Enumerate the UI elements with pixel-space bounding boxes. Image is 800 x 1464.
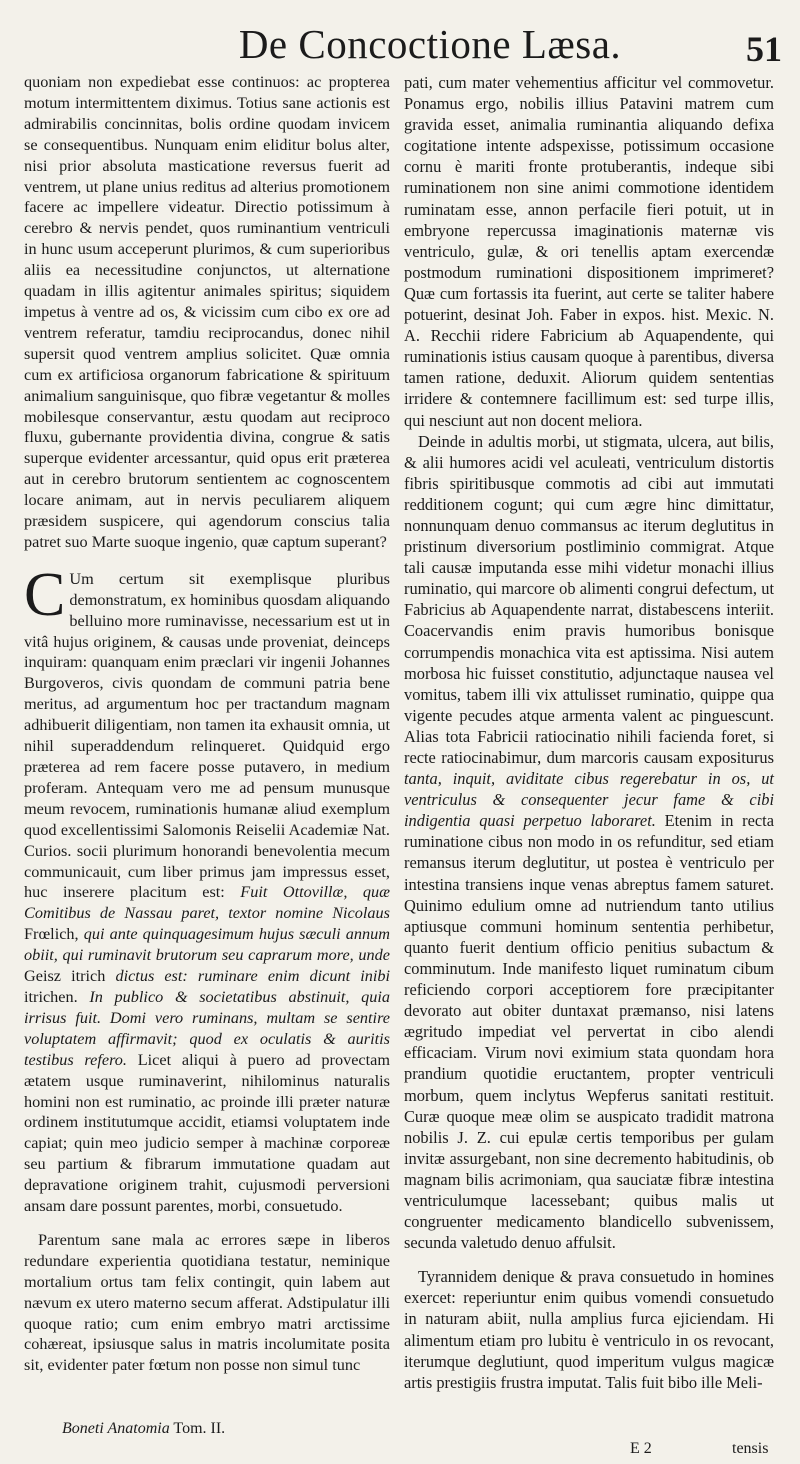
quote-italic-2: qui ante quinquagesimum hujus sæculi annum obiit, qui ruminavit brutorum seu caprarum more, unde: [24, 925, 390, 965]
footer-volume: Tom. II.: [173, 1420, 226, 1437]
right-paragraph-2-text-a: Deinde in adultis morbi, ut stigmata, ulcera, aut bilis, & alii humores acidi vel aculeati, ventriculum distortis fibris spiritibusque commotis ad cibi aut immutati redditionem cogunt; qui cum ægre hinc dimittatur, nonnunquam denuo commansus ac iterum deglutitus in pristinum diversorium postliminio commigrat. Atque tali causæ imputanda esse mihi videtur monachi illius ruminatio, qui marcore ob alimenti congrui defectum, ut Fabricius ab Aquapendente narrat, distabescens interiit. Coacervandis enim pravis humoribus bonisque corrumpendis monachica vita est aptissima. Nisi autem morbosa hic fuisset constitutio, adjunctaque nausea vel vomitus, tabem illi vix attulisset ruminatio, quippe qua vigente pecudes atque armenta valent ac pinguescunt. Alias tota Fabricii ratiocinatio nihili facienda foret, si recte ratiocinabimur, dum marcoris causam expositurus: [404, 431, 774, 767]
left-paragraph-2-text-e: Licet aliqui à puero ad provectam ætatem usque ruminaverint, nihilominus naturalis homini non est ruminatio, ac proinde illi præter naturæ ordinem institutumque accidit, etiamsi voluptatem inde capiat; quin meo judicio semper à machinæ corporeæ seu partium & fibrarum immutatione quadam aut depravatione originem trahit, cujusmodi perversioni ansam dare possunt parentes, morbi, consuetudo.: [24, 1050, 390, 1216]
left-paragraph-2-text-c: Geisz itrich: [24, 967, 106, 986]
left-paragraph-2: [24, 560, 391, 1217]
left-paragraph-3: Parentum sane mala ac errores sæpe in liberos redundare experientia quotidiana testatur, neminique mortalium ortus tam felix contingit, quin labem aut nævum ex utero materno secum afferat. Adstipulatur illi quoque ratio; cum enim embryo matri arctissime cohæreat, ipsiusque salus in matris incolumitate posita sit, evidenter pater fœtum non posse non simul tunc: [24, 1230, 390, 1375]
footer-source-line: [62, 1420, 225, 1438]
left-paragraph-2-text-d: itrichen.: [24, 987, 78, 1006]
catchword: tensis: [732, 1440, 769, 1457]
fabricius-quote-italic: tanta, inquit, aviditate cibus regerebatur in os, ut ventriculus & consequenter jecur fame & cibi indigentia quasi perpetuo laboraret.: [404, 769, 774, 831]
left-paragraph-1: quoniam non expediebat esse continuos: ac propterea motum intermittentem diximus. Totius sane actionis est admirabilis concinnitas, bolis ordine quodam invicem se consequentibus. Nunquam enim eliditur bolus alter, nisi prior absoluta masticatione reversus fuerit ad ventrem, ut plane unius reditus ad alterius promotionem facere ac impellere videatur. Directio potissimum à cerebro & nervis pendet, quos ruminantium ventriculi in hunc usum acceperunt plurimos, & cum superioribus aliis ea necessitudine conjunctos, ut alternatione quadam in illis agitentur animales spiritus; siquidem impetus à ventre ad os, & vicissim cum cibo ex ore ad ventrem referatur, tamdiu reciprocandus, donec nihil supersit quod ventrem amplius solicitet. Quæ omnia cum ex artificiosa organorum fabricatione & spirituum animalium sanguinisque, quo fibræ vegetantur & molles mobilesque conservantur, æstu quodam aut reciproco fluxu, gubernante providentia divina, congrue & satis superque evidenter arcessantur, quid opus erit præterea aut in cerebro brutorum sentientem ac cognoscentem locare animam, aut in nervis peculiarem aliquem præsidem suspicere, qui agendorum conscius talia patret suo Marte suoque ingenio, quæ captum superant?: [24, 73, 391, 551]
right-paragraph-2-text-b: Etenim in recta ruminatione cibus non modo in os refunditur, sed etiam remansus iterum deglutitur, ut postea è ventriculo per intestina transiens inque venas abreptus famem saturet. Quinimo edulium omne ad nutriendum tanto utilius aptiusque communi hominum sententia perhibetur, quanto fuerit dentium officio penitius subactum & comminutum. Inde manifesto liquet ruminatum cibum reficiendo corpori acceptiorem fore præcipitanter devorato aut obiter duntaxat præmanso, nisi latens ægritudo impediat vel pervertat in cibo alendi efficaciam. Virum novi eximium stata quondam hora prandium quotidie eructantem, propter ventriculi morbum, quem inclytus Wepferus sanitati restituit. Curæ quoque meæ olim se auspicato tradidit matrona nobilis J. Z. cui epulæ certis temporibus per gulam invitæ assurgebant, non sine decremento habitudinis, ob magnam bilis acrimoniam, qua sauciatæ fibræ intestina ventriculumque lacessebant; quibus malis ut congruenter medicamento blandicello subvenissem, secunda valetudo denuo affulsit.: [404, 811, 774, 1253]
right-paragraph-3: Tyrannidem denique & prava consuetudo in homines exercet: reperiuntur enim quibus vomendi consuetudo in naturam abiit, nulla amplius furca ejiciendam. Hi alimentum etiam pro lubitu è ventriculo in os revocant, iterumque deglutiunt, quod imperitum vulgus magicæ artis prestigiis frustra imputat. Talis fuit bibo ille Meli-: [404, 1267, 774, 1392]
left-paragraph-2-text-b: Frœlich,: [24, 925, 79, 944]
left-column: [24, 72, 390, 1376]
page-footer: [0, 1420, 800, 1460]
left-paragraph-2-text-a: Um certum sit exemplisque pluribus demonstratum, ex hominibus quosdam aliquando belluino more ruminavisse, necessarium est ut in vitâ hujus originem, & causas unde proveniat, deinceps inquiram: quanquam enim præclari vir ingenii Johannes Burgoveros, civis quondam de communi patria bene meritus, ad argumentum hoc per tractandum magnam adhibuerit diligentiam, non tamen ita exhausit omnia, ut nihil superaddendum relinqueret. Quidquid ergo præterea ad rem facere posse putavero, in medium proferam. Antequam vero me ad pensum munusque meum revocem, ruminationis humanæ aliud exemplum quod excellentissimi Salomonis Reiselii Academiæ Nat. Curios. socii plurimum honorandi benevolentia mecum communicauit, cum liber primus jam impressus esset, huc inserere placitum est:: [24, 569, 390, 902]
quote-italic-4: In publico & societatibus abstinuit, quia irrisus fuit. Domi vero ruminans, multam se sentire voluptatem affirmavit; quod ex oculatis & auritis testibus refero.: [24, 987, 390, 1069]
drop-cap: C: [24, 560, 66, 629]
right-column: [404, 72, 774, 1393]
signature-mark: E 2: [630, 1440, 652, 1457]
page-number: 51: [746, 29, 782, 69]
right-paragraph-2: [404, 431, 774, 1254]
running-title: De Concoctione Læsa.: [238, 21, 622, 67]
footer-work-title: Boneti Anatomia: [62, 1420, 170, 1437]
page-header: [0, 14, 800, 70]
right-paragraph-1: pati, cum mater vehementius afficitur vel commovetur. Ponamus ergo, nobilis illius Patavini matrem cum gravida esset, animalia ruminantia aliquando defixa cogitatione intente adspexisse, potissimum occasione cornu è mariti fronte protuberantis, indeque sibi ruminationem non sine animi commotione identidem ruminatam esse, annon perfacile fieri potuit, ut in embryone repercussa imaginationis maternæ vis ventriculo, gulæ, & ori tenellis aptam exercendæ postmodum ruminationi dispositionem imprimeret? Quæ cum fortassis ita fuerint, aut certe se taliter habere potuerint, desinat Joh. Faber in expos. hist. Mexic. N. A. Recchii ridere Fabricium ab Aquapendente, qui ruminationis istius causam quoque à parentibus, diversa tamen ratione, deduxit. Aliorum quidem sententias irridere & contemnere facillimum est: sed turpe illis, qui nesciunt aut non docent meliora.: [404, 73, 774, 430]
quote-italic-1: Fuit Ottovillæ, quæ Comitibus de Nassau paret, textor nomine Nicolaus: [24, 883, 391, 923]
quote-italic-3: dictus est: ruminare enim dicunt inibi: [115, 967, 390, 986]
